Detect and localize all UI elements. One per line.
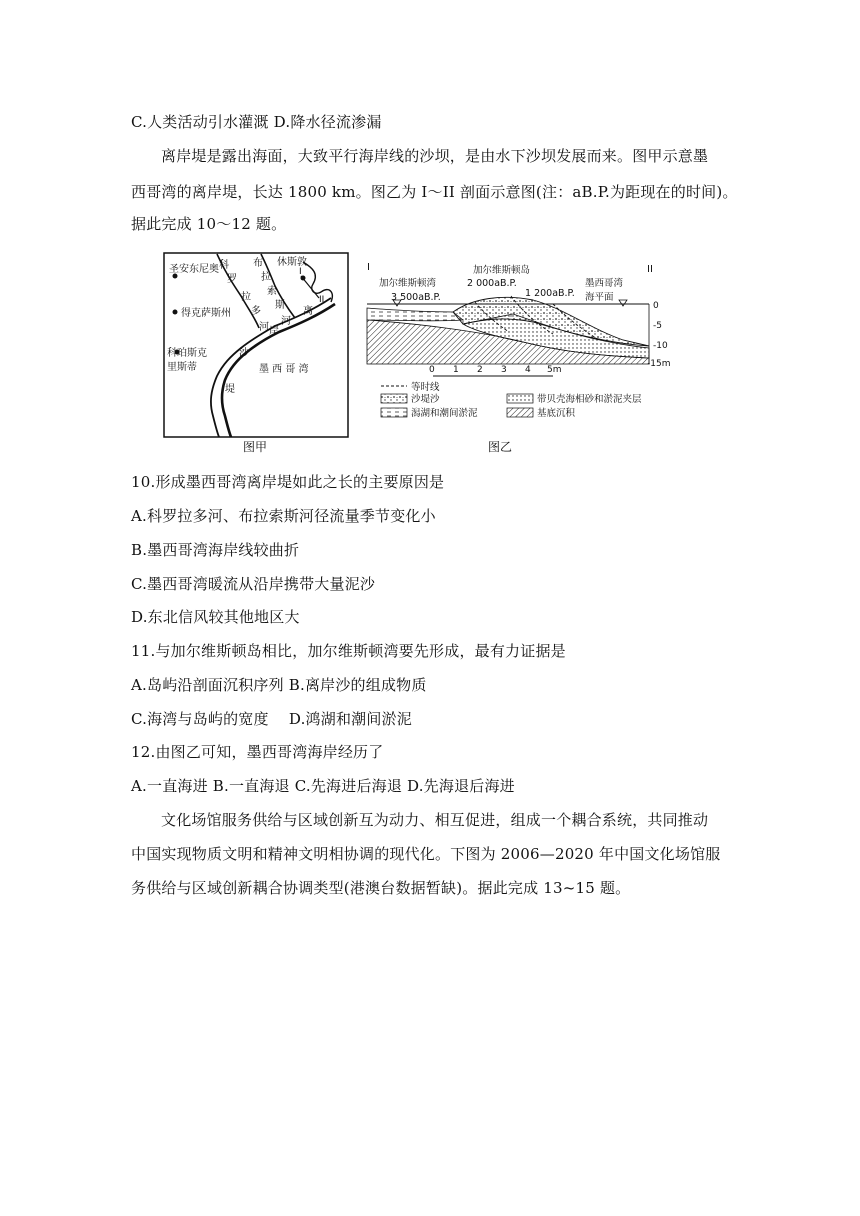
legend-lagoon-swatch [381, 408, 407, 417]
figure-a-caption: 图甲 [243, 440, 268, 454]
label-houston: 休斯敦 [277, 257, 307, 268]
label-bay-age: 3 500aB.P. [391, 292, 441, 303]
label-li: 离 [303, 306, 313, 317]
label-roman-ii: II [319, 295, 325, 305]
label-corpus-1: 科珀斯克 [167, 348, 207, 359]
scale-4: 4 [525, 365, 531, 375]
intro-paragraph-line-1: 离岸堤是露出海面，大致平行海岸线的沙坝，是由水下沙坝发展而来。图甲示意墨 [161, 147, 709, 165]
legend-barrier-sand-swatch [381, 394, 407, 403]
legend-shell-label: 带贝壳海相砂和淤泥夹层 [537, 394, 642, 405]
label-la: 拉 [241, 292, 251, 303]
label-sea-2: 海平面 [585, 292, 614, 303]
label-sea-1: 墨西哥湾 [585, 278, 624, 289]
legend-isochron-label: 等时线 [411, 382, 440, 393]
scale-1: 1 [453, 365, 459, 375]
label-duo: 多 [251, 306, 261, 317]
figure-b-caption: 图乙 [488, 440, 513, 454]
question-11: 11.与加尔维斯顿岛相比，加尔维斯顿湾要先形成，最有力证据是 [131, 642, 566, 660]
label-corpus-2: 里斯蒂 [167, 362, 197, 373]
legend-shell-swatch [507, 394, 533, 403]
scale-2: 2 [477, 365, 483, 375]
scale-0: 0 [429, 365, 435, 375]
passage-2-line-3: 务供给与区域创新耦合协调类型(港澳台数据暂缺)。据此完成 13~15 题。 [131, 879, 631, 897]
label-texas: 得克萨斯州 [181, 308, 231, 319]
question-11-options-ab: A.岛屿沿剖面沉积序列 B.离岸沙的组成物质 [131, 676, 427, 694]
label-si: 斯 [275, 300, 285, 311]
legend-base-label: 基底沉积 [537, 408, 576, 419]
passage-2-line-1: 文化场馆服务供给与区域创新互为动力、相互促进，组成一个耦合系统，共同推动 [161, 811, 709, 829]
depth-15: -15m [647, 359, 671, 369]
legend-base-swatch [507, 408, 533, 417]
passage-2-line-2: 中国实现物质文明和精神文明相协调的现代化。下图为 2006—2020 年中国文化场馆服 [131, 845, 721, 863]
end-label-i: I [367, 262, 370, 273]
label-age-1200: 1 200aB.P. [525, 288, 575, 299]
lagoon-mud [367, 308, 463, 321]
question-12: 12.由图乙可知，墨西哥湾海岸经历了 [131, 743, 384, 761]
label-he: 河 [259, 322, 269, 333]
question-10-option-b: B.墨西哥湾海岸线较曲折 [131, 541, 300, 559]
intro-paragraph-line-2: 西哥湾的离岸堤，长达 1800 km。图乙为 I～II 剖面示意图(注：aB.P.为距现在的时间)。 [131, 183, 738, 201]
label-gulf: 墨 西 哥 湾 [259, 364, 309, 375]
scale-5m: 5m [547, 365, 562, 375]
question-12-options: A.一直海进 B.一直海退 C.先海进后海退 D.先海退后海进 [131, 777, 515, 795]
label-bu: 布 [253, 258, 263, 269]
legend-barrier-sand-label: 沙堤沙 [411, 394, 440, 405]
question-11-options-cd: C.海湾与岛屿的宽度 D.鸿湖和潮间淤泥 [131, 710, 412, 728]
legend-lagoon-label: 潟湖和潮间淤泥 [411, 408, 478, 419]
sea-level-marker-2 [619, 300, 627, 306]
depth-5: -5 [653, 321, 662, 331]
label-san-antonio: 圣安东尼奥 [169, 264, 219, 275]
question-10-option-a: A.科罗拉多河、布拉索斯河径流量季节变化小 [131, 507, 436, 525]
intro-paragraph-line-3: 据此完成 10～12 题。 [131, 215, 287, 233]
depth-10: -10 [653, 341, 668, 351]
question-10-option-c: C.墨西哥湾暖流从沿岸携带大量泥沙 [131, 575, 376, 593]
label-sha: 沙 [239, 348, 249, 359]
figure-a-map [163, 252, 349, 438]
label-suo: 索 [267, 286, 277, 297]
scale-3: 3 [501, 365, 507, 375]
label-luo: 罗 [227, 274, 237, 285]
label-di: 堤 [225, 384, 235, 395]
label-ke: 科 [219, 260, 229, 271]
label-an: 岸 [269, 326, 279, 337]
label-he2: 河 [281, 316, 291, 327]
question-10-option-d: D.东北信风较其他地区大 [131, 608, 300, 626]
figure-b-cross-section [363, 258, 693, 430]
label-bay: 加尔维斯顿湾 [379, 278, 437, 289]
end-label-ii: II [647, 264, 653, 275]
label-island-age: 2 000aB.P. [467, 278, 517, 289]
question-10: 10.形成墨西哥湾离岸堤如此之长的主要原因是 [131, 473, 445, 491]
option-line-cd: C.人类活动引水灌溉 D.降水径流渗漏 [131, 113, 382, 131]
label-island: 加尔维斯顿岛 [473, 265, 531, 276]
label-la2: 拉 [261, 272, 271, 283]
texas-dot [173, 310, 178, 315]
depth-0: 0 [653, 301, 659, 311]
label-roman-i: I [299, 267, 302, 277]
